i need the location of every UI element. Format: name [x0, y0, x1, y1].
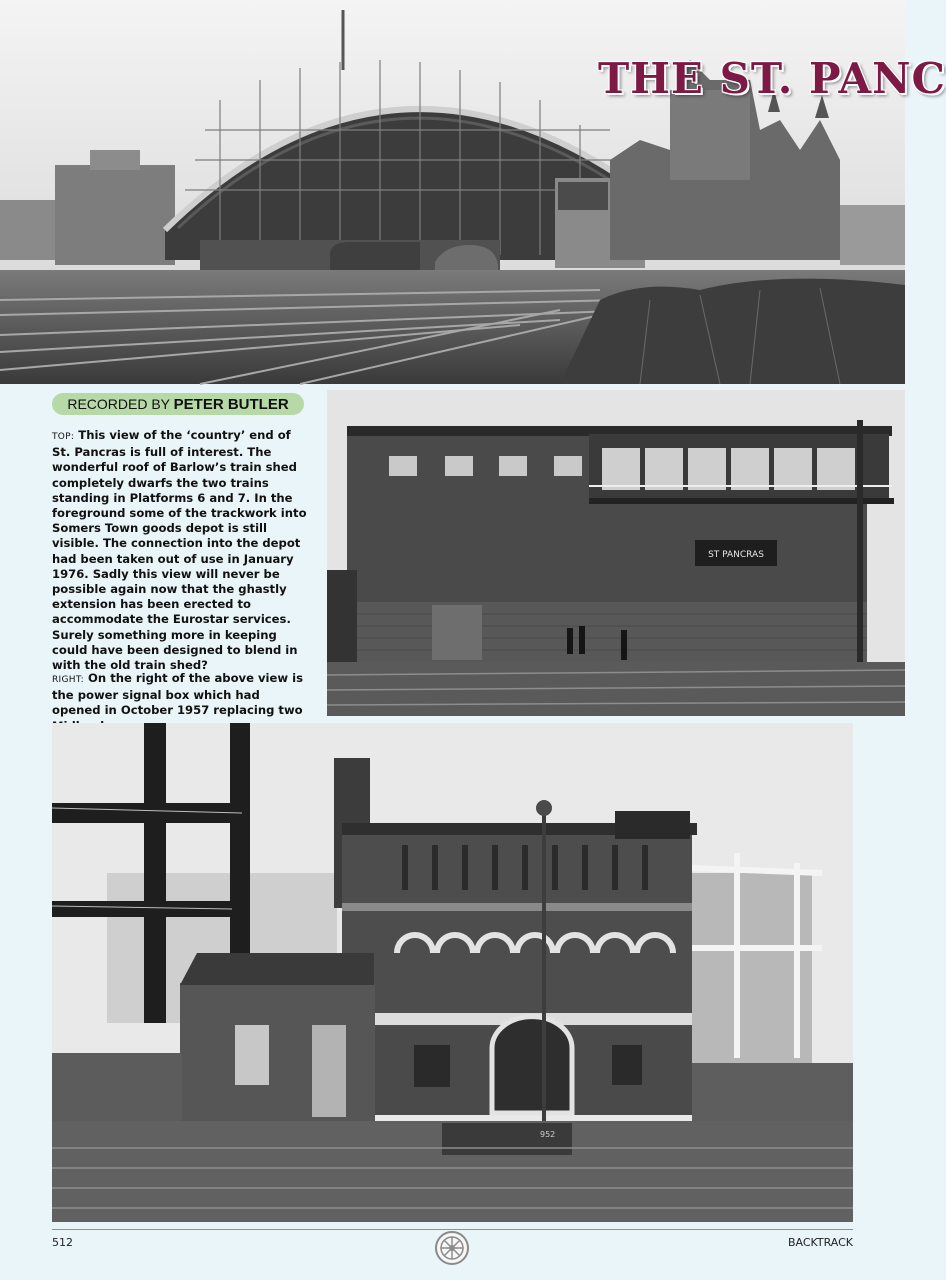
- caption-text: This view of the ‘country’ end of St. Pancras is full of interest. The wonderful roof of Barlow’s train shed completely dwarfs the two trains standing in Platforms 6 and 7. In the foreground some of the trackwork into Somers Town goods depot is still visible. The connection into the depot had been taken out of use in January 1976. Sadly this view will never be possible again now that the ghastly extension has been erected to accommodate the Eurostar services. Surely something more in keeping could have been designed to blend in with the old train shed?: [52, 428, 307, 673]
- caption-text: On the right of the above view is the power signal box which had opened in October 1957 replacing two: [52, 671, 304, 718]
- byline-author: PETER BUTLER: [173, 396, 289, 413]
- byline: [52, 393, 304, 415]
- signal-box-photo: [327, 390, 905, 716]
- caption-top: [52, 428, 310, 673]
- article-title: THE ST. PANC: [598, 54, 946, 103]
- magazine-name: BACKTRACK: [787, 1236, 853, 1249]
- caption-lead: RIGHT:: [52, 675, 84, 685]
- wheel-logo-icon: [434, 1230, 470, 1266]
- page-number: 512: [52, 1236, 73, 1249]
- byline-prefix: RECORDED BY: [67, 396, 170, 412]
- station-sign: ST PANCRAS: [708, 550, 764, 560]
- caption-lead: TOP:: [52, 432, 75, 442]
- wagon-number: 952: [540, 1130, 556, 1139]
- water-tower-photo: [52, 723, 853, 1222]
